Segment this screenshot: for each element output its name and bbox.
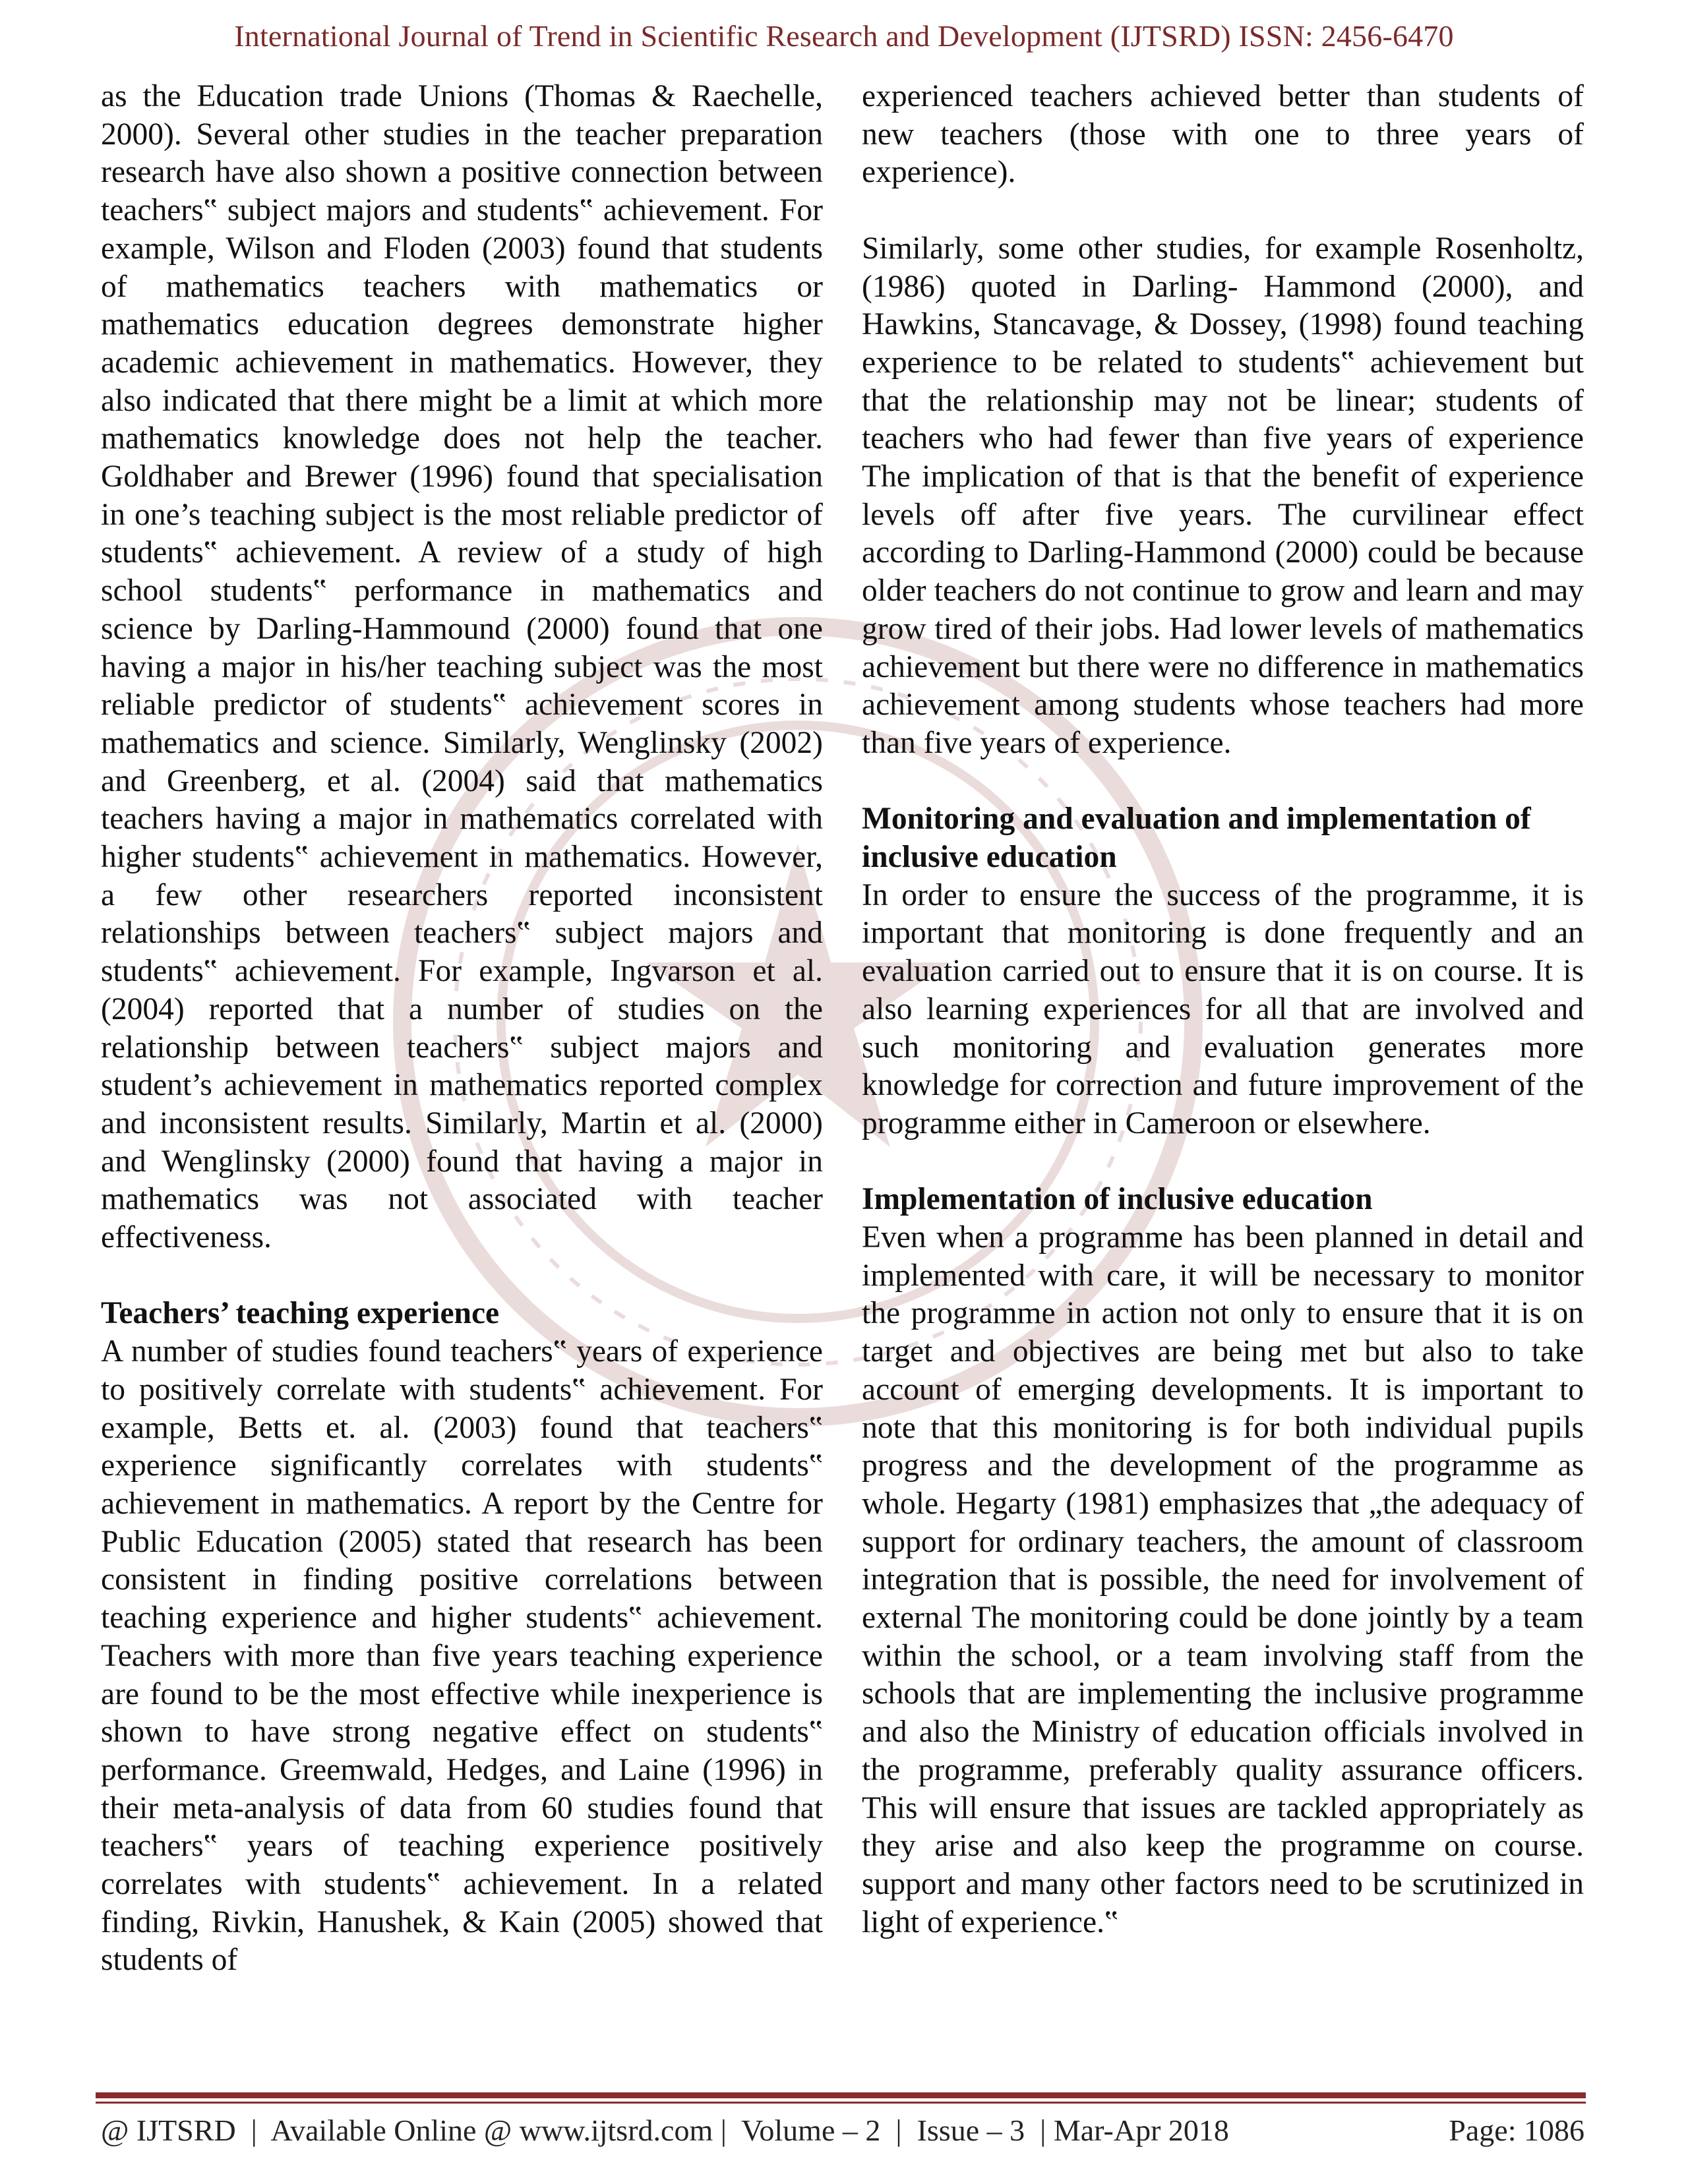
page-footer: [101, 2111, 1584, 2150]
paragraph-gap: [862, 763, 1584, 801]
paragraph: A number of studies found teachers‟ years of experience to positively correlate with students‟ achievement. For example, Betts et. al. (2003) found that teachers‟ experience significantly correlates with students‟ achievement in mathematics. A report by the Centre for Public Education (2005) stated that research has been consistent in finding positive correlations between teaching experience and higher students‟ achievement. Teachers with more than five years teaching experience are found to be the most effective while inexperience is shown to have strong negative effect on students‟ performance. Greemwald, Hedges, and Laine (1996) in their meta-analysis of data from 60 studies found that teachers‟ years of teaching experience positively correlates with students‟ achievement. In a related finding, Rivkin, Hanushek, & Kain (2005) showed that students of: [101, 1334, 823, 1978]
running-header: International Journal of Trend in Scientific Research and Development (IJTSRD) ISSN: 2456-6470: [234, 19, 1454, 53]
section-heading: Implementation of inclusive education: [862, 1182, 1373, 1217]
left-column: [101, 78, 823, 1980]
paragraph-gap: [862, 192, 1584, 230]
paragraph: Even when a programme has been planned in detail and implemented with care, it will be necessary to monitor the programme in action not only to ensure that it is on target and objectives are being met but also to take account of emerging developments. It is important to note that this monitoring is for both individual pupils progress and the development of the programme as whole. Hegarty (1981) emphasizes that „the adequacy of support for ordinary teachers, the amount of classroom integration that is possible, the need for involvement of external The monitoring could be done jointly by a team within the school, or a team involving staff from the schools that are implementing the inclusive programme and also the Ministry of education officials involved in the programme, preferably quality assurance officers. This will ensure that issues are tackled appropriately as they arise and also keep the programme on course. support and many other factors need to be scrutinized in light of experience.‟: [862, 1220, 1584, 1939]
right-column: [862, 78, 1584, 1941]
paragraph: In order to ensure the success of the programme, it is important that monitoring is done frequently and an evaluation carried out to ensure that it is on course. It is also learning experiences for all that are involved and such monitoring and evaluation generates more knowledge for correction and future improvement of the programme either in Cameroon or elsewhere.: [862, 877, 1584, 1140]
section-heading: Teachers’ teaching experience: [101, 1296, 500, 1331]
footer-rule: [96, 2092, 1586, 2098]
paragraph-gap: [101, 1257, 823, 1295]
paragraph: as the Education trade Unions (Thomas & Raechelle, 2000). Several other studies in the teacher preparation research have also shown a positive connection between teachers‟ subject majors and students‟ achievement. For example, Wilson and Floden (2003) found that students of mathematics teachers with mathematics or mathematics education degrees demonstrate higher academic achievement in mathematics. However, they also indicated that there might be a limit at which more mathematics knowledge does not help the teacher. Goldhaber and Brewer (1996) found that specialisation in one’s teaching subject is the most reliable predictor of students‟ achievement. A review of a study of high school students‟ performance in mathematics and science by Darling-Hammound (2000) found that one having a major in his/her teaching subject was the most reliable predictor of students‟ achievement scores in mathematics and science. Similarly, Wenglinsky (2002) and Greenberg, et al. (2004) said that mathematics teachers having a major in mathematics correlated with higher students‟ achievement in mathematics. However, a few other researchers reported inconsistent relationships between teachers‟ subject majors and students‟ achievement. For example, Ingvarson et al. (2004) reported that a number of studies on the relationship between teachers‟ subject majors and student’s achievement in mathematics reported complex and inconsistent results. Similarly, Martin et al. (2000) and Wenglinsky (2000) found that having a major in mathematics was not associated with teacher effectiveness.: [101, 79, 823, 1255]
paragraph: Similarly, some other studies, for example Rosenholtz, (1986) quoted in Darling- Hammond (2000), and Hawkins, Stancavage, & Dossey, (1998) found teaching experience to be related to students‟ achievement but that the relationship may not be linear; students of teachers who had fewer than five years of experience The implication of that is that the benefit of experience levels off after five years. The curvilinear effect according to Darling-Hammond (2000) could be because older teachers do not continue to grow and learn and may grow tired of their jobs. Had lower levels of mathematics achievement but there were no difference in mathematics achievement among students whose teachers had more than five years of experience.: [862, 231, 1584, 760]
section-heading: Monitoring and evaluation and implementation of inclusive education: [862, 802, 1531, 875]
paragraph-gap: [862, 1143, 1584, 1181]
footer-rule-thin: [96, 2102, 1586, 2104]
paragraph: experienced teachers achieved better than students of new teachers (those with one to three years of experience).: [862, 79, 1584, 190]
footer-citation: @ IJTSRD | Available Online @ www.ijtsrd.com | Volume – 2 | Issue – 3 | Mar-Apr 2018: [101, 2113, 1229, 2147]
page-number: Page: 1086: [1449, 2113, 1584, 2147]
